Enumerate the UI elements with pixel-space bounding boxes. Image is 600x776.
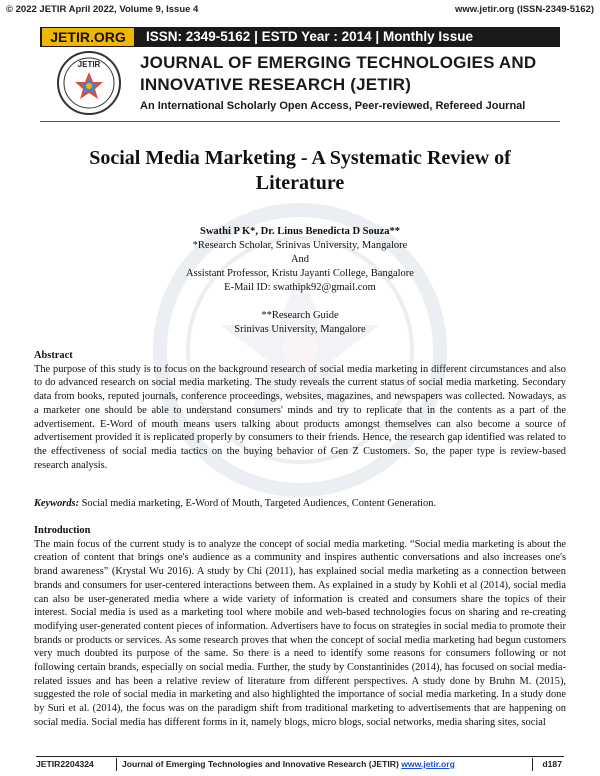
jetir-org-badge: JETIR.ORG — [42, 28, 134, 46]
paper-title — [40, 146, 560, 196]
journal-name-line-1: JOURNAL OF EMERGING TECHNOLOGIES AND — [140, 53, 537, 72]
header-website-issn: www.jetir.org (ISSN-2349-5162) — [454, 4, 594, 15]
author-affiliation-2: Assistant Professor, Kristu Jayanti College, Bangalore — [186, 268, 414, 279]
research-guide-label: **Research Guide — [261, 310, 339, 321]
journal-tagline: An International Scholarly Open Access, Peer-reviewed, Refereed Journal — [140, 100, 526, 112]
author-email: E-Mail ID: swathipk92@gmail.com — [224, 282, 376, 293]
footer-journal-name: Journal of Emerging Technologies and Innovative Research (JETIR) — [122, 759, 402, 769]
jetir-logo-icon — [56, 50, 122, 116]
banner-divider — [40, 121, 560, 122]
page-header — [6, 4, 594, 18]
footer-page-number: d187 — [542, 759, 562, 769]
footer-divider — [36, 756, 564, 757]
keywords-label: Keywords: — [34, 498, 80, 509]
paper-title-line-1: Social Media Marketing - A Systematic Review of — [89, 147, 511, 169]
keywords-line — [34, 497, 566, 511]
paper-title-line-2: Literature — [255, 172, 345, 194]
abstract-section — [34, 349, 566, 472]
journal-name-line-2: INNOVATIVE RESEARCH (JETIR) — [140, 75, 412, 94]
page-footer — [36, 758, 564, 772]
footer-journal — [122, 759, 455, 769]
introduction-heading: Introduction — [34, 525, 91, 536]
footer-separator — [532, 758, 533, 771]
footer-website-link[interactable]: www.jetir.org — [401, 759, 455, 769]
abstract-text: The purpose of this study is to focus on the background research of social media marketing in different circumstances and also to do advanced research on social media marketing. The study reveals the current status of social media marketing. Secondary data from books, reputed journals, conference proceedings, websites, magazines, and newspapers was collected. Nowadays, as a marketer one should be able to understand consumers' minds and try to replicate that in the contents as a part of the advertisement. E-Word of mouth means users talking about products amongst themselves can also become a source of advertisement provided it is replicated properly by consumers to their friends. Hence, the research gap identified was related to the effectiveness of social media tactics on the buying behavior of Gen Z Customers. So, the paper type is review-based research analysis. — [34, 363, 566, 471]
footer-separator — [116, 758, 117, 771]
logo-text: JETIR — [77, 60, 101, 69]
introduction-text: The main focus of the current study is to analyze the concept of social media marketing. “Social media marketing is about the creation of content that brings one's audience as a community and inspires authentic conversations and also increases one's brand awareness” (Krystal Wu 2016). A study by Chi (2011), has explained social media marketing as a connection between brands and consumers for user-centered interactions between them. As explained in a study by Kohli et al (2014), social media can also be user-generated media where a wide variety of information is created and consumers share the topics of their interest. Social media is used as a marketing tool where mobile and web-based technologies focus on sharing and re-creating modifying user-generated content pieces of information. Advertisers have to focus on strategies in social media to promote their brands or products or services. As some research proves that when the concept of social media marketing had begun customers very much doubted its purpose of the same. So there is a need to identify some reasons for consumers following or not following certain brands, especially on social media. Further, the study by Constantinides (2014), has focused on social media-related issues and has been a relative review of literature from different perspectives. A study done by Bruhn M. (2015), suggested the role of social media in marketing and also highlighted the importance of social media marketing. In a study done by Suri et al. (2014), the focus was on the paradigm shift from traditional marketing to advertisements that are happening on social media. Social media has different forms in it, namely blogs, micro blogs, social networks, media sharing sites, social — [34, 538, 566, 728]
abstract-heading: Abstract — [34, 350, 73, 361]
introduction-section — [34, 524, 566, 730]
issn-line: ISSN: 2349-5162 | ESTD Year : 2014 | Monthly Issue — [146, 29, 473, 44]
research-guide-affiliation: Srinivas University, Mangalore — [234, 324, 366, 335]
author-names: Swathi P K*, Dr. Linus Benedicta D Souza** — [199, 226, 401, 237]
author-affiliation-1: *Research Scholar, Srinivas University, Mangalore — [192, 240, 408, 251]
header-issue-info: © 2022 JETIR April 2022, Volume 9, Issue 4 — [6, 4, 199, 15]
author-block — [40, 225, 560, 337]
keywords-text: Social media marketing, E-Word of Mouth, Targeted Audiences, Content Generation. — [79, 498, 437, 509]
footer-paper-id: JETIR2204324 — [36, 759, 94, 769]
author-and: And — [290, 254, 310, 265]
